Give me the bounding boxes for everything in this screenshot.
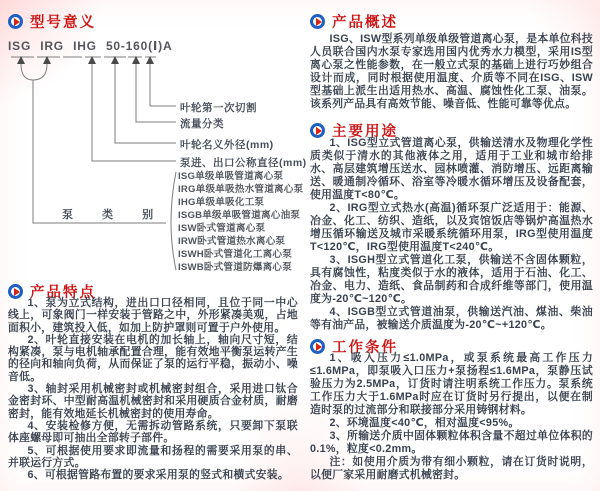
section-title-conditions: 工作条件 bbox=[332, 340, 398, 356]
pump-type-item: IRW卧式管道热水离心泵 bbox=[178, 236, 286, 247]
uses-item: 1、ISG型立式管道离心泵，供输送清水及物理化学性质类似于清水的其他液体之用，适用于工业和城市给排水、高层建筑增压送水、园林喷灌、消防增压、远距离输送、暖通制冷循环、浴室等冷暖水循环增压及设备配套，使用温度T<80℃。 bbox=[310, 137, 593, 201]
pump-type-item: ISWB卧式管道防爆离心泵 bbox=[178, 262, 292, 273]
section-title-uses: 主要用途 bbox=[332, 124, 398, 140]
diagram-label-impeller-diameter: 叶轮名义外径(mm) bbox=[180, 139, 274, 151]
conditions-item: 2、环境温度<40℃，相对温度<95%。 bbox=[329, 417, 520, 429]
pump-type-item: IHG单级单吸化工泵 bbox=[178, 197, 265, 208]
pump-type-item: ISW卧式管道离心泵 bbox=[178, 223, 266, 234]
pump-type-list bbox=[178, 170, 303, 274]
features-item: 2、叶轮直接安装在电机的加长轴上，轴向尺寸短，结构紧凑，泵与电机轴承配置合理，能有效地平衡泵运转产生的径向和轴向负荷，从而保证了泵的运行平稳，振动小、噪音低。 bbox=[8, 333, 298, 383]
uses-body bbox=[310, 137, 593, 332]
features-body bbox=[8, 297, 298, 481]
conditions-note: 注：如使用介质为带有细小颗粒，请在订货时说明，以便厂家采用耐磨式机械密封。 bbox=[310, 456, 593, 481]
features-item: 4、安装检修方便，无需拆动管路系统，只要卸下泵联体座螺母即可抽出全部转子部件。 bbox=[8, 419, 298, 445]
pump-type-item: IRG单级单吸热水管道离心泵 bbox=[178, 184, 304, 195]
pump-type-item: ISWH卧式管道化工离心泵 bbox=[178, 249, 292, 260]
features-item: 1、泵为立式结构，进出口口径相同，且位于同一中心线上，可象阀门一样安装于管路之中，外形紧凑美观，占地面积小，建筑投入低，如加上防护罩则可置于户外使用。 bbox=[8, 297, 298, 334]
play-bullet-icon bbox=[8, 14, 23, 29]
conditions-item: 1、吸入压力≤1.0MPa，或泵系统最高工作压力≤1.6MPa，即泵吸入口压力+泵扬程≤1.6MPa，泵静压试验压力为2.5MPa，订货时请注明系统工作压力。泵系统工作压力大于1.6MPa时应在订货时另行提出，以便在制造时泵的过流部分和联接部分采用铸钢材料。 bbox=[310, 352, 593, 416]
uses-item: 4、ISGB型立式管道油泵，供输送汽油、煤油、柴油等有油产品，被输送介质温度为-20℃~+120℃。 bbox=[310, 306, 593, 331]
features-item: 5、可根据使用要求即流量和扬程的需要采用泵的串、并联运行方式。 bbox=[8, 444, 298, 469]
features-item: 3、轴封采用机械密封或机械密封组合，采用进口钛合金密封环、中型耐高温机械密封和采用硬质合金材质，耐磨密封，能有效地延长机械密封的使用寿命。 bbox=[8, 383, 298, 420]
pump-type-item: ISGB单级单吸管道离心油泵 bbox=[178, 210, 301, 221]
diagram-label-impeller-cut: 叶轮第一次切割 bbox=[180, 102, 257, 114]
model-code-text: ISG IRG IHG 50-160(Ⅰ)A bbox=[8, 39, 173, 53]
play-bullet-icon bbox=[310, 123, 325, 138]
uses-item: 2、IRG型立式热水(高温)循环泵广泛适用于：能源、冶金、化工、纺织、造纸，以及宾馆饭店等锅炉高温热水增压循环输送及城市采暖系统循环用泵，IRG型使用温度T<120℃，IRG型使用温度T<240℃。 bbox=[310, 202, 593, 253]
section-title-model: 型号意义 bbox=[30, 15, 96, 31]
overview-body bbox=[310, 33, 593, 111]
pump-type-item: ISG单级单吸管道离心泵 bbox=[178, 171, 284, 182]
section-title-overview: 产品概述 bbox=[332, 15, 398, 31]
section-header-overview bbox=[310, 11, 398, 32]
overview-paragraph: ISG、ISW型系列单级单级管道离心泵，是本单位科技人员联合国内水泵专家选用国内优秀水力模型，采用IS型离心泵之性能参数，在一般立式泵的基础上进行巧妙组合设计而成，同时根据使用温度、介质等不同在ISG、ISW型基础上派生出适用热水、高温、腐蚀性化工泵、油泵。该系列产品具有高效节能、噪音低、性能可靠等优点。 bbox=[310, 33, 593, 110]
section-title-features: 产品特点 bbox=[30, 285, 96, 301]
conditions-item: 3、所输送介质中固体颗粒体积含量不超过单位体积的0.1%，粒度<0.2mm。 bbox=[310, 430, 593, 455]
features-item: 6、可根据管路布置的要求采用泵的竖式和横式安装。 bbox=[27, 469, 289, 482]
diagram-label-port-diameter: 泵进、出口公称直径(mm) bbox=[180, 157, 307, 169]
section-header-model bbox=[8, 11, 96, 32]
conditions-body bbox=[310, 352, 593, 482]
play-bullet-icon bbox=[310, 14, 325, 29]
diagram-label-flow-class: 流量分类 bbox=[180, 118, 224, 130]
uses-item: 3、ISGH型立式管道化工泵，供输送不含固体颗粒，具有腐蚀性，粘度类似于水的液体，适用于石油、化工、冶金、电力、造纸、食品制药和合成纤维等部门，使用温度为-20℃~120℃。 bbox=[310, 254, 593, 305]
diagram-label-pump-category: 泵 类 别 bbox=[62, 209, 167, 221]
